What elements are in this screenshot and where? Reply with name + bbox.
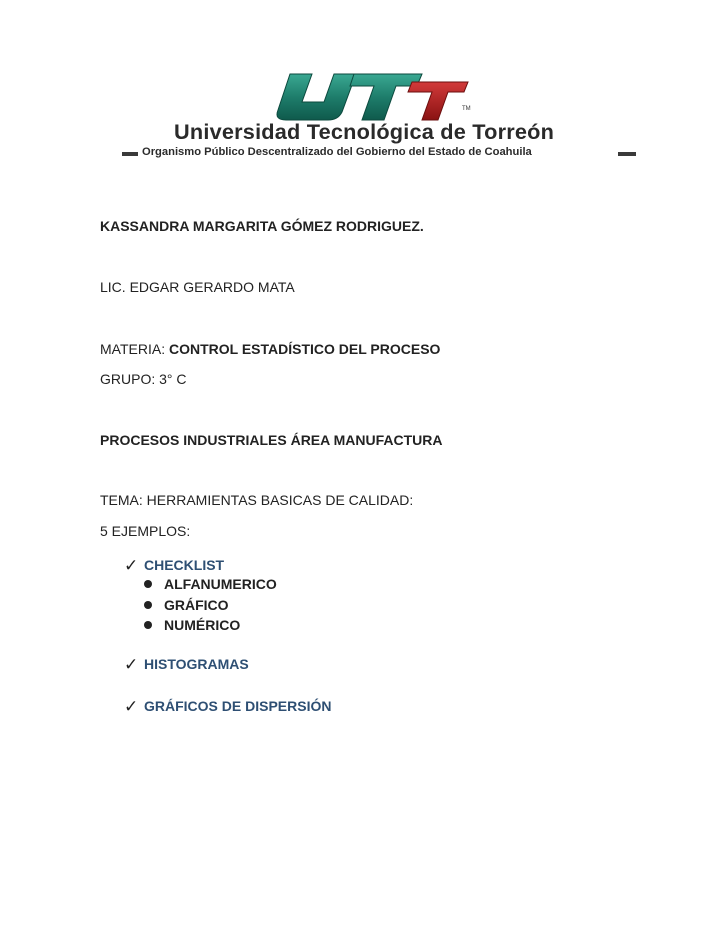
subject-value: CONTROL ESTADÍSTICO DEL PROCESO — [168, 341, 441, 357]
career-line: PROCESOS INDUSTRIALES ÁREA MANUFACTURA — [100, 432, 443, 448]
university-logo-block — [118, 62, 638, 166]
sub-list-item — [144, 597, 229, 613]
bullet-icon — [144, 601, 152, 609]
sub-list-item-label: GRÁFICO — [164, 597, 229, 613]
list-item-label: GRÁFICOS DE DISPERSIÓN — [144, 698, 332, 714]
university-name: Universidad Tecnológica de Torreón — [174, 120, 555, 144]
university-subtitle: Organismo Público Descentralizado del Gobierno del Estado de Coahuila — [142, 146, 532, 158]
topic-line: TEMA: HERRAMIENTAS BASICAS DE CALIDAD: — [100, 492, 414, 508]
examples-heading: 5 EJEMPLOS: — [100, 523, 191, 539]
group-line: GRUPO: 3° C — [100, 371, 187, 387]
teacher-name: LIC. EDGAR GERARDO MATA — [100, 279, 295, 295]
list-item-checklist — [124, 556, 224, 576]
bullet-icon — [144, 621, 152, 629]
svg-text:TM: TM — [462, 106, 471, 112]
list-item-label: HISTOGRAMAS — [144, 656, 249, 672]
sub-list-item — [144, 576, 277, 592]
subject-label: MATERIA: — [100, 341, 169, 357]
check-mark-icon: ✓ — [124, 697, 139, 716]
sub-list-item — [144, 617, 240, 633]
check-mark-icon: ✓ — [124, 655, 139, 674]
student-name: KASSANDRA MARGARITA GÓMEZ RODRIGUEZ. — [100, 218, 424, 234]
subject-line — [100, 341, 440, 357]
bullet-icon — [144, 580, 152, 588]
list-item-dispersion — [124, 697, 331, 717]
list-item-label: CHECKLIST — [144, 557, 225, 573]
sub-list-item-label: ALFANUMERICO — [164, 576, 277, 592]
check-mark-icon: ✓ — [124, 556, 139, 575]
utt-logo-icon — [272, 62, 482, 124]
list-item-histogramas — [124, 655, 249, 675]
sub-list-item-label: NUMÉRICO — [164, 617, 241, 633]
